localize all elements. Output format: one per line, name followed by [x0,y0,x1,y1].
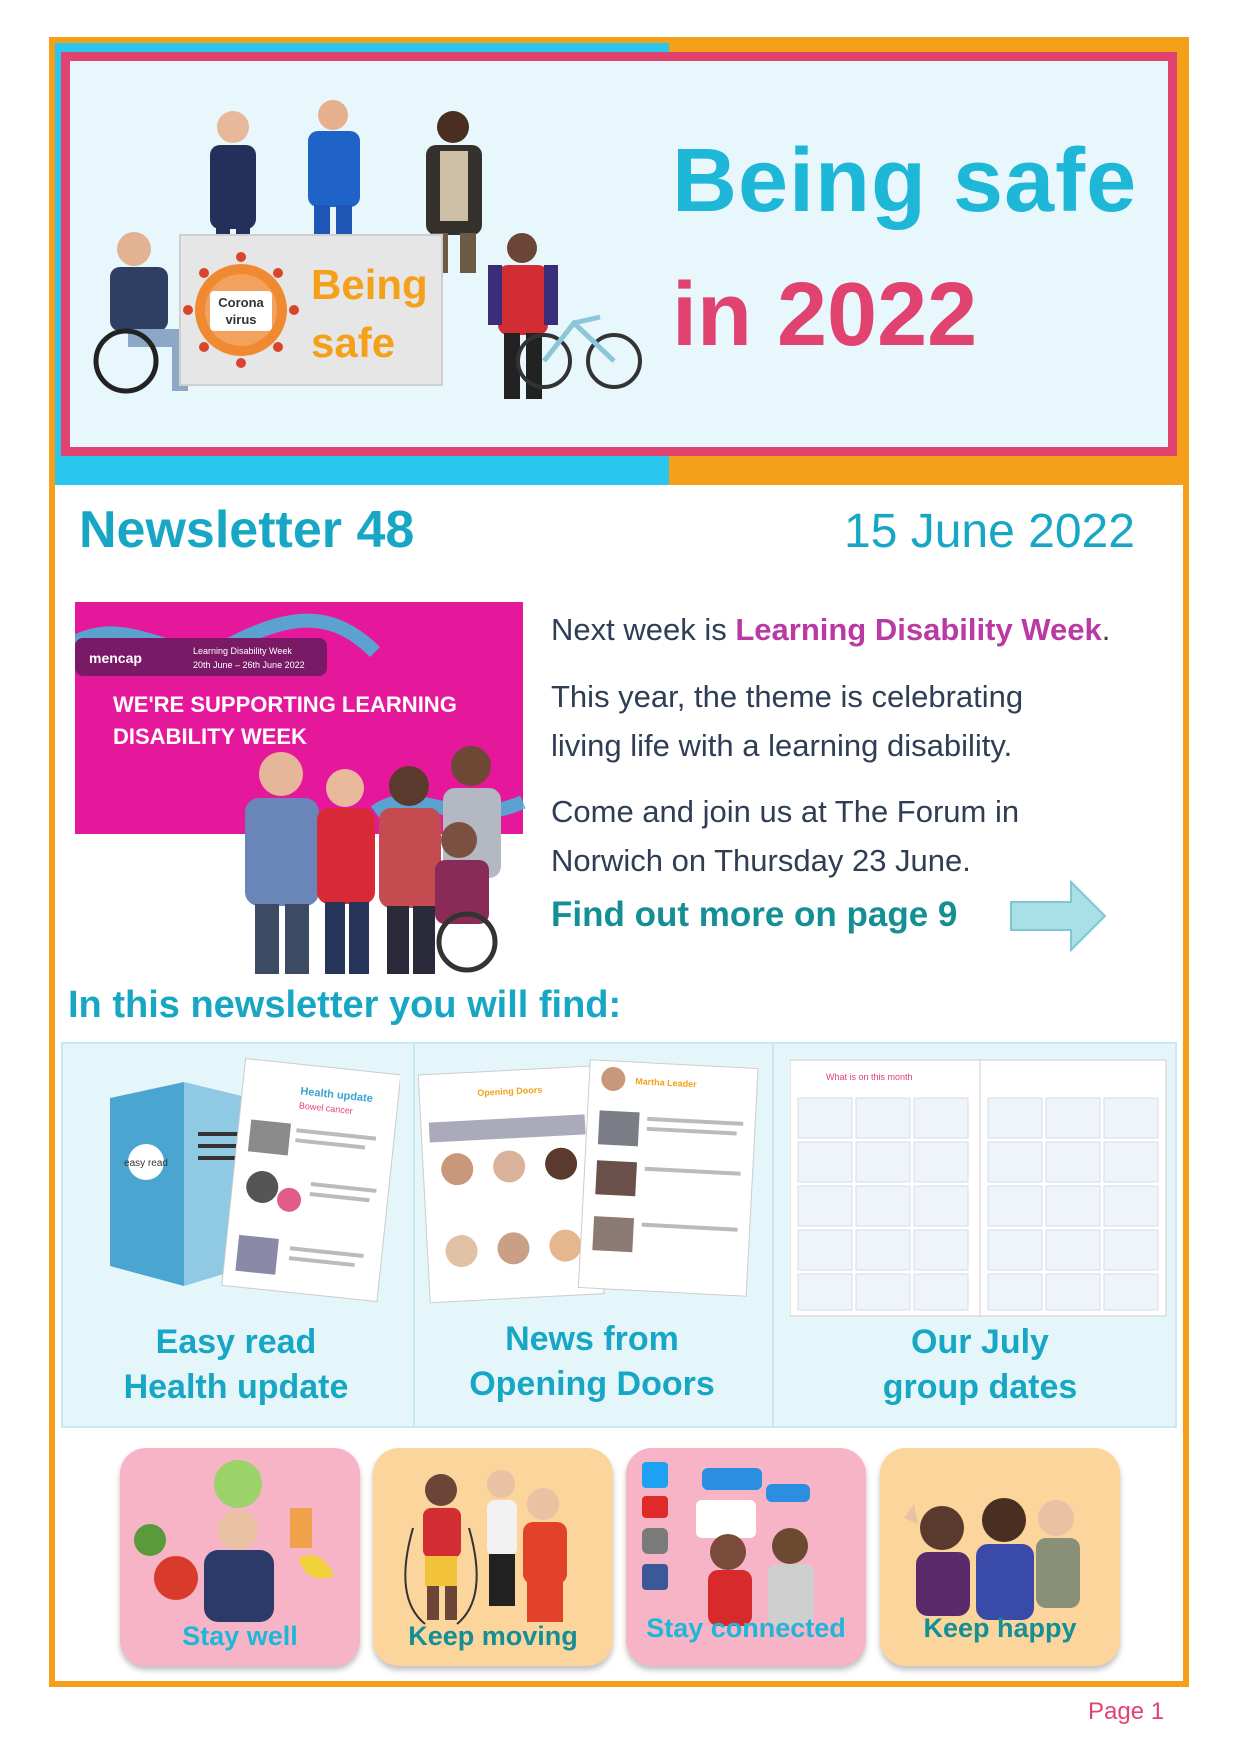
tile-stay-connected[interactable] [626,1448,866,1666]
contents-item-july-dates[interactable] [820,1320,1140,1410]
page-title-line1: Being safe [672,131,1138,231]
easy-read-badge: easy read [124,1158,168,1169]
tile-stay-well[interactable] [120,1448,360,1666]
person-figure [96,232,190,391]
ld-week-highlight: Learning Disability Week [735,612,1102,647]
intro-p2-line1: This year, the theme is celebrating [551,679,1024,714]
mencap-logo-text: mencap [89,650,142,666]
event-line1: Learning Disability Week [193,646,292,656]
intro-paragraph-3 [551,787,1019,885]
intro-p1-suffix: . [1101,612,1111,647]
mencap-ld-week-image [75,602,523,974]
page-title-line2: in 2022 [672,265,978,365]
newsletter-date: 15 June 2022 [844,505,1135,558]
sign-text-line1: Being [311,261,428,308]
mencap-headline-line2: DISABILITY WEEK [113,724,307,749]
tile-keep-happy[interactable] [880,1448,1120,1666]
header-banner [61,52,1177,456]
intro-p2-line2: living life with a learning disability. [551,728,1013,763]
tile-keep-moving[interactable] [373,1448,613,1666]
page-number: Page 1 [1088,1698,1165,1725]
header-illustration [70,61,1168,447]
instagram-icon [642,1528,668,1554]
health-update-thumbnail [100,1052,400,1316]
intro-p1-prefix: Next week is [551,612,736,647]
arrow-right-icon [1009,880,1109,952]
contents-heading: In this newsletter you will find: [68,984,622,1026]
contents-item-line2: Health update [123,1368,349,1406]
being-safe-sign [180,235,442,385]
contents-item-health-update[interactable] [86,1320,386,1410]
event-line2: 20th June – 26th June 2022 [193,660,305,670]
thumb1-title: Health update [299,1085,374,1106]
contents-divider [772,1044,774,1426]
contents-item-opening-doors[interactable] [432,1317,752,1407]
facebook-icon [642,1564,668,1590]
contents-item-line1: Our July [911,1323,1049,1361]
opening-doors-thumbnail [418,1052,768,1316]
thumb2-subtitle: Martha Leader [634,1076,697,1090]
twitter-icon [642,1462,668,1488]
thumb2-title: Opening Doors [477,1084,543,1099]
newsletter-number: Newsletter 48 [79,501,415,559]
contents-item-line1: Easy read [155,1323,317,1361]
tile-label: Stay well [182,1621,298,1651]
tile-label: Keep moving [408,1621,578,1651]
youtube-icon [642,1496,668,1518]
mencap-headline-line1: WE'RE SUPPORTING LEARNING [113,692,457,717]
intro-paragraph-1 [551,612,1110,648]
contents-item-line2: group dates [882,1368,1078,1406]
virus-label-line1: Corona [218,295,264,310]
contents-item-line2: Opening Doors [469,1365,715,1403]
thumb3-title: What is on this month [826,1072,913,1082]
sign-text-line2: safe [311,319,396,366]
thumb1-subtitle: Bowel cancer [298,1100,354,1116]
find-out-more-link[interactable]: Find out more on page 9 [551,895,958,934]
virus-label-line2: virus [225,312,257,327]
tile-label: Stay connected [646,1613,846,1643]
intro-paragraph-2 [551,672,1023,770]
mencap-banner-graphic [75,602,535,974]
contents-item-line1: News from [505,1320,679,1358]
contents-divider [413,1044,415,1426]
person-with-bike [488,233,640,399]
tile-label: Keep happy [923,1613,1077,1643]
intro-p3-line1: Come and join us at The Forum in [551,794,1020,829]
july-dates-thumbnail [790,1058,1170,1320]
intro-p3-line2: Norwich on Thursday 23 June. [551,843,971,878]
